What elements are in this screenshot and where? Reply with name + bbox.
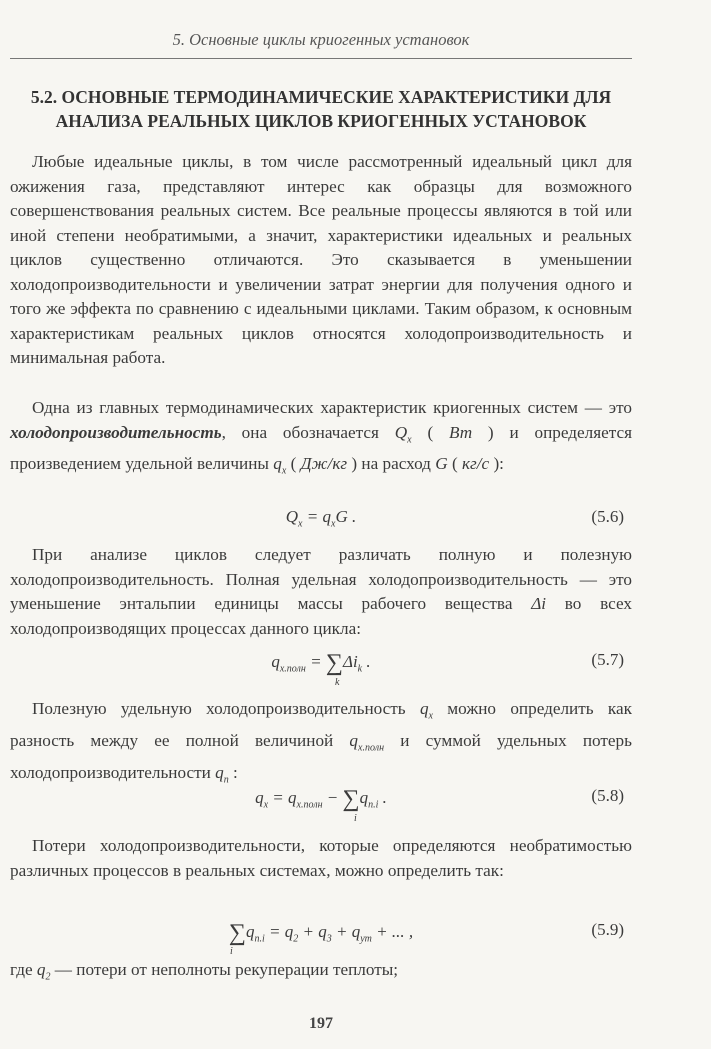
- equation-number: (5.7): [591, 650, 624, 669]
- paragraph-4: Полезную удельную холодопроизводительность $q_x$ можно определить как разность между ее полной величиной $q_{x.полн}$ и суммой удельных потерь холодопроизводительности $q_п$ :: [10, 699, 632, 786]
- formula-5-8: $q_x = q_{x.полн} - \sum q_{п.i}$ . i (5.8): [255, 786, 624, 824]
- equation-number: (5.6): [591, 507, 624, 526]
- formula-5-7: $q_{x.полн} = \sum\Delta i_k$ . k (5.7): [271, 650, 624, 688]
- running-header: 5. Основные циклы криогенных установок: [172, 30, 470, 49]
- equation-number: (5.9): [591, 920, 624, 939]
- equation-number: (5.8): [591, 786, 624, 805]
- term-refrigerating-capacity: холодопроизводительность: [10, 422, 222, 442]
- paragraph-6: где $q_2$ — потери от неполноты рекуперации теплоты;: [10, 960, 399, 983]
- page-number: 197: [309, 1015, 333, 1032]
- paragraph-2: Одна из главных термодинамических характеристик криогенных систем — это холодопроизводительность, она обозначается $Q_x$ ( Вт ) и определяется произведением удельной величины $q_x$ ( Дж/кг ) на расход G ( кг/с ):: [10, 398, 633, 477]
- formula-5-6: $Q_x = q_xG$ . (5.6): [285, 507, 624, 530]
- paragraph-1: Любые идеальные циклы, в том числе рассмотренный идеальный цикл для ожижения газа, представляют интерес как образцы для возможного совершенствования реальных систем. Все реальные процессы являются в той или иной степени необратимыми, а значит, характеристики идеальных и реальных циклов существенно отличаются. Это сказывается в уменьшении холодопроизводительности и увеличении затрат энергии для получения одного и того же эффекта по сравнению с идеальными циклами. Таким образом, к основным характеристикам реальных циклов относятся холодопроизводительность и минимальная работа.: [10, 152, 632, 367]
- paragraph-5: Потери холодопроизводительности, которые определяются необратимостью различных процессов в реальных системах, можно определить так:: [10, 836, 632, 880]
- header-rule: [10, 58, 632, 59]
- section-heading-line2: АНАЛИЗА РЕАЛЬНЫХ ЦИКЛОВ КРИОГЕННЫХ УСТАНОВОК: [55, 111, 587, 131]
- section-heading-line1: 5.2. ОСНОВНЫЕ ТЕРМОДИНАМИЧЕСКИЕ ХАРАКТЕРИСТИКИ ДЛЯ: [30, 87, 612, 107]
- section-heading: [10, 85, 632, 133]
- formula-5-9: $\sum q_{п.i} = q_2 + q_3 + q_{ут}$ + ... , i (5.9): [228, 920, 624, 957]
- paragraph-3: При анализе циклов следует различать полную и полезную холодопроизводительность. Полная удельная холодопроизводительность — это уменьшение энтальпии единицы массы рабочего вещества Δi во всех холодопроизводящих процессах данного цикла:: [10, 545, 632, 638]
